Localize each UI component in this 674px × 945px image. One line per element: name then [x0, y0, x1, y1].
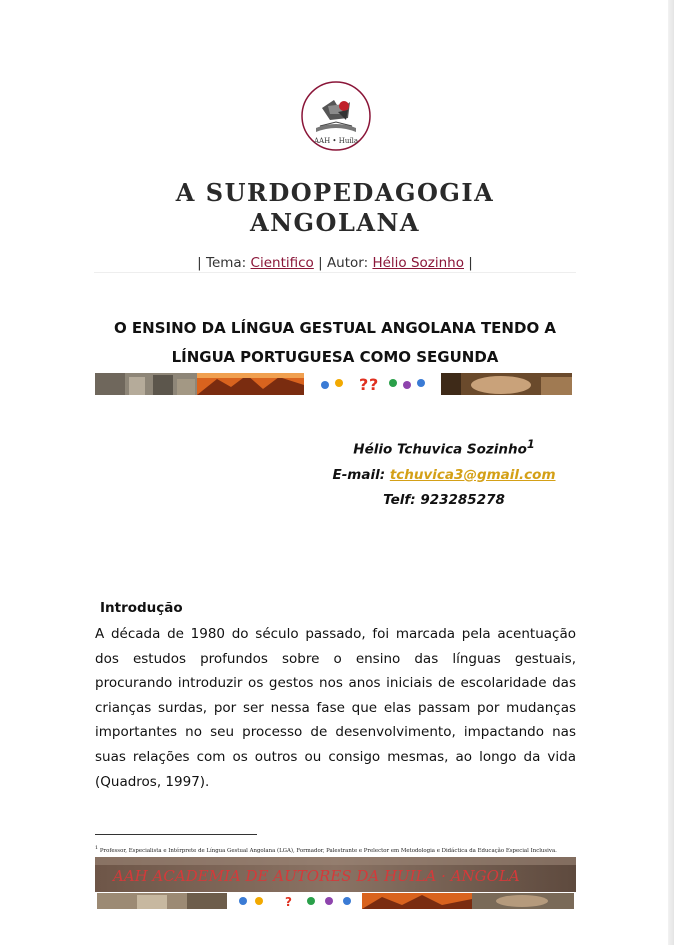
photo-strip-2 — [197, 373, 304, 395]
meta-separator: | Autor: — [313, 255, 373, 271]
author-link[interactable]: Hélio Sozinho — [372, 255, 464, 271]
email-label: E-mail: — [332, 466, 390, 483]
intro-paragraph: A década de 1980 do século passado, foi marcada pela acentuação dos estudos profundos sobre o ensino das línguas gestuais, procurando introduzir os gestos nos anos iniciais de escolaridade das crianças surdas, por ser nessa fase que elas passam por mudanças importantes no seu processo de desenvolvimento, impactando nas suas relações com os outros ou consigo mesmas, ao longo da vida (Quadros, 1997). — [95, 626, 576, 790]
author-name-line — [300, 432, 588, 463]
svg-text:?: ? — [359, 375, 369, 394]
document-title: A SURDOPEDAGOGIA ANGOLANA — [175, 178, 495, 237]
author-block — [300, 432, 588, 513]
phone-line: Telf: 923285278 — [383, 491, 505, 508]
intro-heading: Introdução — [100, 600, 183, 616]
email-line — [300, 463, 588, 488]
footnote-divider — [95, 834, 257, 835]
meta-divider — [94, 272, 576, 273]
footnote-number: 1 — [95, 845, 99, 851]
page-edge — [668, 0, 674, 945]
photo-strip-3 — [315, 373, 430, 395]
academy-logo — [300, 80, 372, 152]
footer-banner-lettering: AAH ACADEMIA DE AUTORES DA HUILA · ANGOLA — [113, 867, 520, 885]
footnote — [95, 844, 595, 855]
svg-text:?: ? — [369, 375, 379, 394]
logo-lettering: AAH • Huíla — [313, 137, 359, 145]
document-meta — [94, 254, 576, 272]
footer-banner — [95, 857, 576, 892]
footer-strip-2 — [229, 893, 359, 909]
footer-strip-4 — [472, 893, 574, 909]
footer-strip-3 — [362, 893, 472, 909]
theme-link[interactable]: Cientifico — [250, 255, 314, 271]
footer-strip-1 — [97, 893, 227, 909]
footnote-text: Professor, Especialista e Intérprete de Língua Gestual Angolana (LGA), Formador, Palestrante e Prelector em Metodologia e Didáctica da Educação Especial Inclusiva. — [99, 847, 557, 854]
svg-text:?: ? — [285, 895, 292, 909]
author-name: Hélio Tchuvica Sozinho — [353, 441, 527, 458]
photo-strip-1 — [95, 373, 197, 395]
footnote-mark: 1 — [526, 438, 535, 451]
photo-strip-4 — [441, 373, 572, 395]
document-subtitle: O ENSINO DA LÍNGUA GESTUAL ANGOLANA TENDO A LÍNGUA PORTUGUESA COMO SEGUNDA — [113, 319, 557, 366]
meta-suffix: | — [464, 255, 473, 271]
meta-prefix: | Tema: — [197, 255, 251, 271]
email-link[interactable]: tchuvica3@gmail.com — [389, 466, 556, 483]
